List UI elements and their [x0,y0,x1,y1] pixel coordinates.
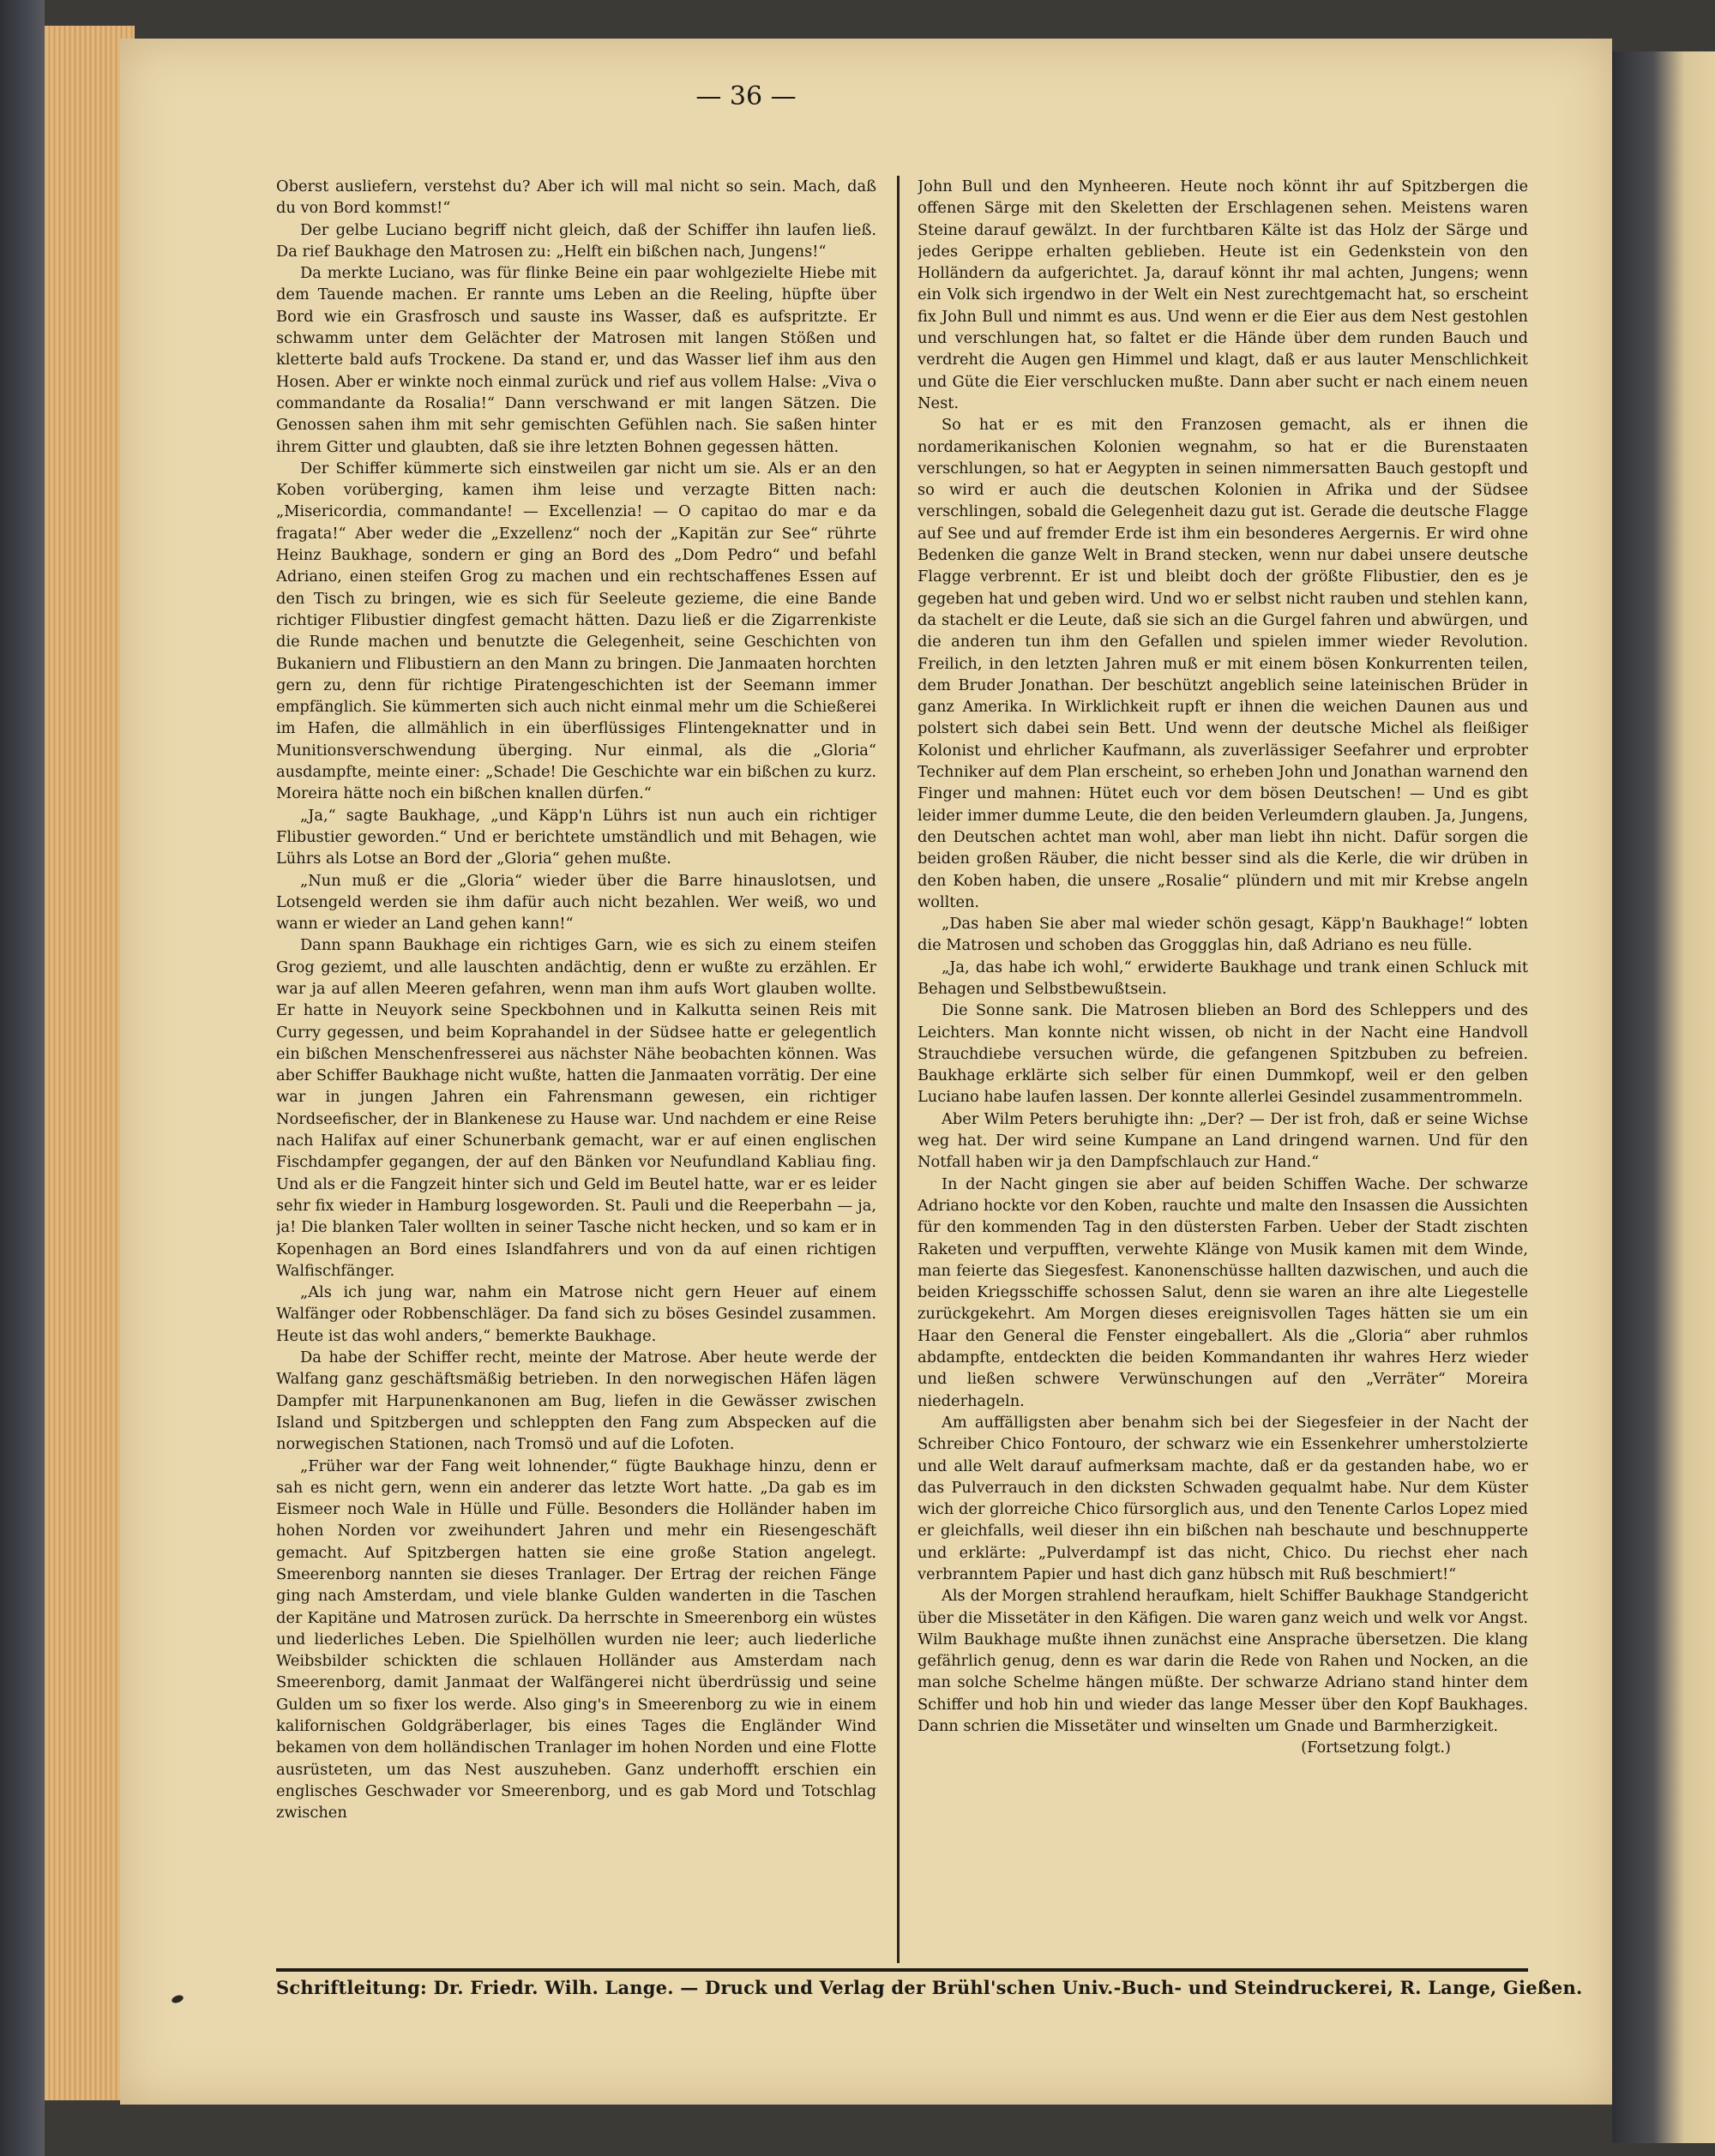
paragraph: In der Nacht gingen sie aber auf beiden Schiffen Wache. Der schwarze Adriano hockte vor den Koben, rauchte und malte den Insassen die Aussichten für den kommenden Tag in den düstersten Farben. Ueber der Stadt zischten Raketen und verpufften, verwehte Klänge von Musik kamen mit dem Winde, man feierte das Siegesfest. Kanonenschüsse hallten dazwischen, und auch die beiden Kriegsschiffe schossen Salut, denn sie waren an ihre alte Liegestelle zurückgekehrt. Am Morgen dieses ereignisvollen Tages hätten sie um ein Haar den General die Fenster eingeballert. Als die „Gloria“ aber ruhmlos abdampfte, entdeckten die beiden Kommandanten ihr wahres Herz wieder und ließen schwere Verwünschungen auf den „Verräter“ Moreira niederhageln. [918,1174,1528,1410]
footer-rule [276,1968,1528,1972]
paragraph: John Bull und den Mynheeren. Heute noch könnt ihr auf Spitzbergen die offenen Särge mit den Skeletten der Erschlagenen sehen. Meistens waren Steine darauf gewälzt. In der furchtbaren Kälte ist das Holz der Särge und jedes Gerippe erhalten geblieben. Heute ist ein Gedenkstein von den Holländern da aufgerichtet. Ja, darauf könnt ihr mal achten, Jungens; wenn ein Volk sich irgendwo in der Welt ein Nest zurechtgemacht hat, so erscheint fix John Bull und nimmt es aus. Und wenn er die Eier aus dem Nest gestohlen und verschlungen hat, so faltet er die Hände über dem runden Bauch und verdreht die Augen gen Himmel und klagt, daß er aus lauter Menschlichkeit und Güte die Eier verschlucken mußte. Dann aber sucht er nach einem neuen Nest. [918,177,1528,412]
column-divider [897,176,900,1963]
adjacent-page-edge [1612,51,1715,2143]
imprint-footer: Schriftleitung: Dr. Friedr. Wilh. Lange. — Druck und Verlag der Brühl'schen Univ.-Buch- und Steindruckerei, R. Lange, Gießen. [276,1977,1583,1998]
paragraph: „Ja, das habe ich wohl,“ erwiderte Baukhage und trank einen Schluck mit Behagen und Selbstbewußtsein. [918,958,1528,998]
paragraph: Der gelbe Luciano begriff nicht gleich, daß der Schiffer ihn laufen ließ. Da rief Baukhage den Matrosen zu: „Helft ein bißchen nach, Jungens!“ [276,220,876,261]
paragraph: „Als ich jung war, nahm ein Matrose nicht gern Heuer auf einem Walfänger oder Robbenschläger. Da fand sich zu böses Gesindel zusammen. Heute ist das wohl anders,“ bemerkte Baukhage. [276,1283,876,1345]
paragraph: Oberst ausliefern, verstehst du? Aber ich will mal nicht so sein. Mach, daß du von Bord kommst!“ [276,177,876,218]
book-cover-edge [0,0,45,2156]
paragraph: Da merkte Luciano, was für flinke Beine ein paar wohlgezielte Hiebe mit dem Tauende machen. Er rannte ums Leben an die Reeling, hüpfte über Bord wie ein Grasfrosch und sauste ins Wasser, daß es aufspritzte. Er schwamm unter dem Gelächter der Matrosen mit langen Stößen und kletterte bald aufs Trockene. Da stand er, und das Wasser lief ihm aus den Hosen. Aber er winkte noch einmal zurück und rief aus vollem Halse: „Viva o commandante da Rosalia!“ Dann verschwand er mit langen Sätzen. Die Genossen sahen ihm mit sehr gemischten Gefühlen nach. Sie saßen hinter ihrem Gitter und glaubten, daß sie ihre letzten Bohnen gegessen hätten. [276,264,876,456]
paragraph: Als der Morgen strahlend heraufkam, hielt Schiffer Baukhage Standgericht über die Missetäter in den Käfigen. Die waren ganz weich und welk vor Angst. Wilm Baukhage mußte ihnen zunächst eine Ansprache übersetzen. Die klang gefährlich genug, denn es war darin die Rede von Rahen und Nocken, an die man solche Schelme hängen müßte. Der schwarze Adriano stand hinter dem Schiffer und hob hin und wieder das lange Messer über den Kopf Baukhages. Dann schrien die Missetäter und winselten um Gnade und Barmherzigkeit. [918,1587,1528,1736]
left-column [276,176,876,1963]
paragraph: „Früher war der Fang weit lohnender,“ fügte Baukhage hinzu, denn er sah es nicht gern, wenn ein anderer das letzte Wort hatte. „Da gab es im Eismeer noch Wale in Hülle und Fülle. Besonders die Holländer haben im hohen Norden vor zweihundert Jahren und mehr ein Riesengeschäft gemacht. Auf Spitzbergen hatten sie eine große Station angelegt. Smeerenborg nannten sie dieses Tranlager. Der Ertrag der reichen Fänge ging nach Amsterdam, und viele blanke Gulden wanderten in die Taschen der Kapitäne und Matrosen zurück. Da herrschte in Smeerenborg ein wüstes und liederliches Leben. Die Spielhöllen wurden nie leer; auch liederliche Weibsbilder schickten die schlauen Holländer aus Amsterdam nach Smeerenborg, damit Janmaat der Walfängerei nicht überdrüssig und seine Gulden um so fixer los werde. Also ging's in Smeerenborg zu wie in einem kalifornischen Goldgräberlager, bis eines Tages die Engländer Wind bekamen von dem holländischen Tranlager im hohen Norden und eine Flotte ausrüsteten, um das Nest auszuheben. Ganz underhofft erschien ein englisches Geschwader vor Smeerenborg, und es gab Mord und Totschlag zwischen [276,1456,876,1823]
continuation-note: (Fortsetzung folgt.) [1301,1739,1451,1757]
page-number: — 36 — [695,81,797,111]
paragraph: Da habe der Schiffer recht, meinte der Matrose. Aber heute werde der Walfang ganz geschäftsmäßig betrieben. In den norwegischen Häfen lägen Dampfer mit Harpunenkanonen am Bug, liefen in die Gewässer zwischen Island und Spitzbergen und schleppten den Fang zum Abspecken auf die norwegischen Stationen, nach Tromsö und auf die Lofoten. [276,1348,876,1454]
paragraph: „Ja,“ sagte Baukhage, „und Käpp'n Lührs ist nun auch ein richtiger Flibustier geworden.“ Und er berichtete umständlich und mit Behagen, wie Lührs als Lotse an Bord der „Gloria“ gehen mußte. [276,806,876,868]
paragraph: Die Sonne sank. Die Matrosen blieben an Bord des Schleppers und des Leichters. Man konnte nicht wissen, ob nicht in der Nacht eine Handvoll Strauchdiebe versuchen würde, die gefangenen Spitzbuben zu befreien. Baukhage erklärte sich selber für einen Dummkopf, weil er den gelben Luciano habe laufen lassen. Der konnte allerlei Gesindel zusammentrommeln. [918,1001,1528,1107]
paragraph: So hat er es mit den Franzosen gemacht, als er ihnen die nordamerikanischen Kolonien wegnahm, so hat er die Burenstaaten verschlungen, so hat er Aegypten in seinen nimmersatten Bauch gestopft und so wird er auch die deutschen Kolonien in Afrika und der Südsee verschlingen, sobald die Gelegenheit dazu gut ist. Gerade die deutsche Flagge auf See und auf fremder Erde ist ihm ein besonderes Aergernis. Er wird ohne Bedenken die ganze Welt in Brand stecken, wenn nur dabei unsere deutsche Flagge verbrennt. Er ist und bleibt doch der größte Flibustier, den es je gegeben hat und geben wird. Und wo er selbst nicht rauben und stehlen kann, da stachelt er die Leute, daß sie sich an die Gurgel fahren und abwürgen, und die anderen tun ihm den Gefallen und spielen immer wieder Revolution. Freilich, in den letzten Jahren muß er mit einem bösen Konkurrenten teilen, dem Bruder Jonathan. Der beschützt angeblich seine lateinischen Brüder in ganz Amerika. In Wirklichkeit rupft er ihnen die weichen Daunen aus und polstert sich dabei sein Bett. Und wenn der deutsche Michel als fleißiger Kolonist und ehrlicher Kaufmann, als zuverlässiger Seefahrer und erprobter Techniker auf dem Plan erscheint, so erheben John und Jonathan warnend den Finger und mahnen: Hütet euch vor dem bösen Deutschen! — Und es gibt leider immer dumme Leute, die den beiden Verleumdern glauben. Ja, Jungens, den Deutschen achtet man wohl, aber man liebt ihn nicht. Dafür sorgen die beiden großen Räuber, die nicht besser sind als die Kerle, die wir drüben in den Koben haben, die unsere „Rosalie“ plündern und mit mir Krebse angeln wollten. [918,416,1528,911]
paragraph: Am auffälligsten aber benahm sich bei der Siegesfeier in der Nacht der Schreiber Chico Fontouro, der schwarz wie ein Essenkehrer umherstolzierte und alle Welt darauf aufmerksam machte, daß er da gestanden habe, wo er das Pulverrauch in den dicksten Schwaden gequalmt habe. Nur dem Küster wich der glorreiche Chico fürsorglich aus, und den Tenente Carlos Lopez mied er gleichfalls, weil dieser ihn ein bißchen nah beschaute und beschnupperte und erklärte: „Pulverdampf ist das nicht, Chico. Du riechst eher nach verbranntem Papier und hast dich ganz hübsch mit Ruß beschmiert!“ [918,1413,1528,1583]
paragraph: „Das haben Sie aber mal wieder schön gesagt, Käpp'n Baukhage!“ lobten die Matrosen und schoben das Groggglas hin, daß Adriano es neu fülle. [918,915,1528,955]
paragraph: Der Schiffer kümmerte sich einstweilen gar nicht um sie. Als er an den Koben vorüberging, kamen ihm leise und verzagte Bitten nach: „Misericordia, commandante! — Excellenzia! — O capitao do mar e da fragata!“ Aber weder die „Exzellenz“ noch der „Kapitän zur See“ rührte Heinz Baukhage, sondern er ging an Bord des „Dom Pedro“ und befahl Adriano, einen steifen Grog zu machen und ein rechtschaffenes Essen auf den Tisch zu bringen, wie es sich für Seeleute gezieme, die eine Bande richtiger Flibustier dingfest gemacht hätten. Dazu ließ er die Zigarrenkiste die Runde machen und benutzte die Gelegenheit, seine Geschichten von Bukaniern und Flibustiern an den Mann zu bringen. Die Janmaaten horchten gern zu, denn für richtige Piratengeschichten ist der Seemann immer empfänglich. Sie kümmerten sich auch nicht einmal mehr um die Schießerei im Hafen, die allmählich in ein überflüssiges Flintengeknatter und in Munitionsverschwendung überging. Nur einmal, als die „Gloria“ ausdampfte, meinte einer: „Schade! Die Geschichte war ein bißchen zu kurz. Moreira hätte noch ein bißchen knallen dürfen.“ [276,459,876,803]
paragraph: Dann spann Baukhage ein richtiges Garn, wie es sich zu einem steifen Grog geziemt, und alle lauschten andächtig, denn er wußte zu erzählen. Er war ja auf allen Meeren gefahren, wenn man ihm aufs Wort glauben wollte. Er hatte in Neuyork seine Speckbohnen und in Kalkutta seinen Reis mit Curry gegessen, und beim Koprahandel in der Südsee hatte er gelegentlich ein bißchen Menschenfresserei aus nächster Nähe beobachten können. Was aber Schiffer Baukhage nicht wußte, hatten die Janmaaten vorrätig. Der eine war in jungen Jahren ein Fahrensmann gewesen, ein richtiger Nordseefischer, der in Blankenese zu Hause war. Und nachdem er eine Reise nach Halifax auf einer Schunerbank gemacht, war er auf einen englischen Fischdampfer gegangen, der auf den Bänken vor Neufundland Kabliau fing. Und als er die Fangzeit hinter sich und Geld im Beutel hatte, war er es leider sehr fix wieder in Hamburg losgeworden. St. Pauli und die Reeperbahn — ja, ja! Die blanken Taler wollten in seiner Tasche nicht hecken, und so kam er in Kopenhagen an Bord eines Islandfahrers und von da auf einen richtigen Walfischfänger. [276,936,876,1280]
paragraph: „Nun muß er die „Gloria“ wieder über die Barre hinauslotsen, und Lotsengeld werden sie ihm dafür auch nicht bezahlen. Wer weiß, wo und wann er wieder an Land gehen kann!“ [276,871,876,934]
right-column [918,176,1528,1963]
paragraph: Aber Wilm Peters beruhigte ihn: „Der? — Der ist froh, daß er seine Wichse weg hat. Der wird seine Kumpane an Land dringend warnen. Und für den Notfall haben wir ja den Dampfschlauch zur Hand.“ [918,1109,1528,1172]
